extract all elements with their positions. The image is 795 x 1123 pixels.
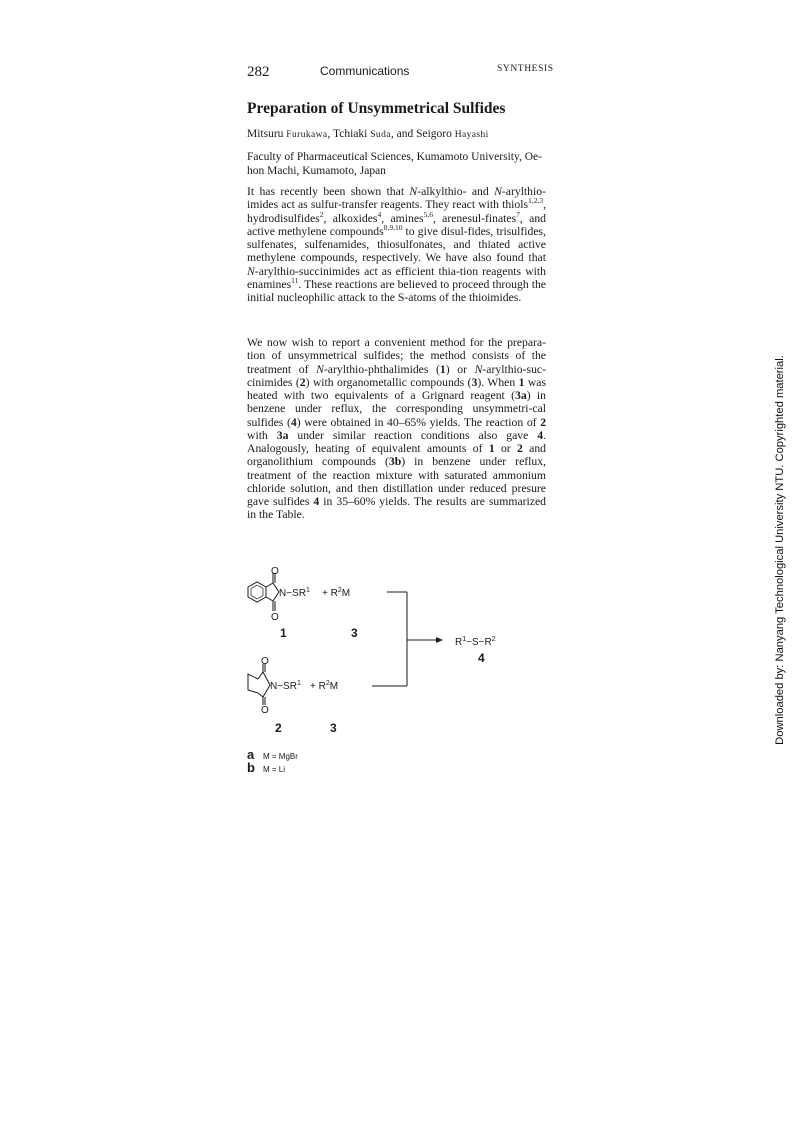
journal-name: SYNTHESIS (497, 64, 554, 74)
r2m-label-succ: + $R^2M$ (310, 680, 339, 692)
author-1-first: Mitsuru (247, 128, 284, 140)
text-run: -arylthio-imides act as sulfur-transfer reagents. They react with thiols (247, 185, 547, 212)
text-run: with (247, 428, 268, 442)
author-2-first: Tchiaki (333, 128, 368, 140)
text-run: -arylthio-suc-cinimides ( (247, 362, 546, 389)
italic-n: N (316, 362, 324, 376)
compound-number: 3a (515, 389, 527, 402)
compound-number: 2 (540, 415, 547, 429)
text-run: ) or (445, 362, 467, 376)
text-run: , arenesul-finates (432, 211, 517, 225)
reference-superscript: 5,6 (423, 209, 433, 219)
compound-number: 2 (299, 375, 306, 389)
text-run: ) were obtained in 40–65% yields. The reaction of (296, 415, 537, 429)
text-run: -arylthio-phthalimides ( (323, 362, 440, 376)
compound-number: 3 (471, 375, 478, 389)
r2m-label: + $R^2M$ (322, 587, 351, 599)
compound-number: 4 (537, 428, 544, 442)
reference-superscript: 11 (291, 275, 299, 285)
download-watermark (770, 355, 790, 745)
reference-superscript: 4 (377, 209, 382, 219)
compound-label-1: 1 (280, 626, 287, 640)
carbonyl-o-bottom: O (271, 612, 279, 623)
imide-ring (266, 583, 279, 601)
carbonyl-o-top: O (271, 566, 279, 577)
text-run: We now wish to report a convenient method for the prepara-tion of unsymmetrical sulfides; the method consists of the treatment of (247, 336, 546, 376)
watermark-text: Downloaded by: Nanyang Technological University NTU. Copyrighted material. (774, 355, 786, 745)
text-run: It has recently been shown that (247, 185, 405, 198)
author-1-last: Furukawa (286, 130, 328, 140)
compound-number: 3b (388, 455, 402, 469)
compound-number: 3a (276, 428, 289, 442)
paragraph-method (247, 336, 546, 522)
succinimide-ring (248, 674, 258, 693)
compound-number: 4 (290, 415, 297, 429)
text-run: , amines (381, 211, 424, 225)
author-3-last: Hayashi (454, 130, 489, 140)
text-run: , alkoxides (323, 211, 378, 225)
legend-a (247, 746, 298, 762)
article-title: Preparation of Unsymmetrical Sulfides (247, 100, 506, 117)
compound-label-4: 4 (478, 651, 485, 665)
text-run: ) with organometallic compounds ( (305, 375, 472, 389)
legend-text-a: M = MgBr (263, 752, 298, 761)
text-run: or (500, 442, 511, 455)
author-3-first: Seigoro (416, 128, 452, 140)
carbonyl-o-succ-bottom: O (261, 705, 269, 716)
compound-number: 1 (439, 362, 446, 376)
section-name: Communications (320, 64, 410, 78)
text-run: ) in benzene under reflux, treatment of the reaction mixture with saturated ammonium chloride solution, and then distillation under reduced presure gave sulfides (247, 455, 546, 508)
affiliation: Faculty of Pharmaceutical Sciences, Kumamoto University, Oe-hon Machi, Kumamoto, Japan (247, 151, 542, 177)
italic-n: N (494, 185, 502, 198)
compound-number: 2 (517, 442, 523, 455)
italic-n: N (409, 185, 418, 198)
text-run: . These reactions are believed to proceed through the initial nucleophilic attack to the S-atoms of the thioimides. (247, 277, 546, 304)
page-number: 282 (247, 64, 270, 80)
compound-label-3-top: 3 (351, 626, 358, 640)
italic-n: N (247, 264, 255, 278)
compound-number: 1 (488, 442, 495, 455)
compound-number: 4 (313, 495, 320, 508)
carbonyl-o-succ-top: O (261, 656, 269, 667)
text-run: under similar reaction conditions also gave (297, 428, 529, 442)
reference-superscript: 7 (516, 209, 520, 219)
legend-text-b: M = Li (263, 765, 286, 774)
text-run: , hydrodisulfides (247, 198, 546, 225)
text-run: ). When (477, 375, 516, 389)
compound-label-2: 2 (275, 721, 282, 735)
text-run: , and active methylene compounds (247, 211, 547, 238)
text-run: -alkylthio- and (417, 185, 489, 198)
text-run: in 35–60% yields. The results are summarized in the Table. (247, 495, 546, 522)
text-run: -arylthio-succinimides act as efficient thia-tion reagents with enamines (247, 264, 546, 291)
paragraph-intro (247, 185, 546, 304)
text-run: . Analogously, heating of equivalent amounts of (247, 428, 547, 455)
reference-superscript: 2 (319, 209, 324, 219)
author-2-last: Suda (370, 130, 391, 140)
compound-number: 1 (518, 375, 525, 389)
legend-letter-a: a (247, 747, 255, 762)
n-sr-label: $N-SR^1$ (279, 587, 310, 599)
arrow-head (436, 637, 443, 643)
text-run: and organolithium compounds ( (247, 442, 547, 469)
n-sr-label-succ: $N-SR^1$ (270, 680, 301, 692)
text-run: to give disul-fides, trisulfides, sulfenates, sulfenamides, thiosulfonates, and thiated active methylene compounds, respectively. We have also found that (247, 224, 546, 265)
author-list: Mitsuru Furukawa, Tchiaki Suda, and Seigoro Hayashi (247, 128, 489, 140)
text-run: ) in benzene under reflux, the corresponding unsymmetri-cal sulfides ( (247, 389, 546, 429)
author-and: and (396, 128, 414, 140)
reaction-scheme (240, 565, 570, 745)
text-run: was heated with two equivalents of a Grignard reagent ( (247, 375, 547, 402)
reference-superscript: 1,2,3 (528, 196, 544, 206)
legend-letter-b: b (247, 760, 255, 775)
scheme-legend (247, 746, 298, 775)
italic-n: N (474, 362, 483, 376)
reference-superscript: 8,9,10 (383, 222, 403, 232)
compound-label-3-bottom: 3 (330, 721, 337, 735)
product-formula: $R^1-S-R^2$ (455, 636, 496, 648)
